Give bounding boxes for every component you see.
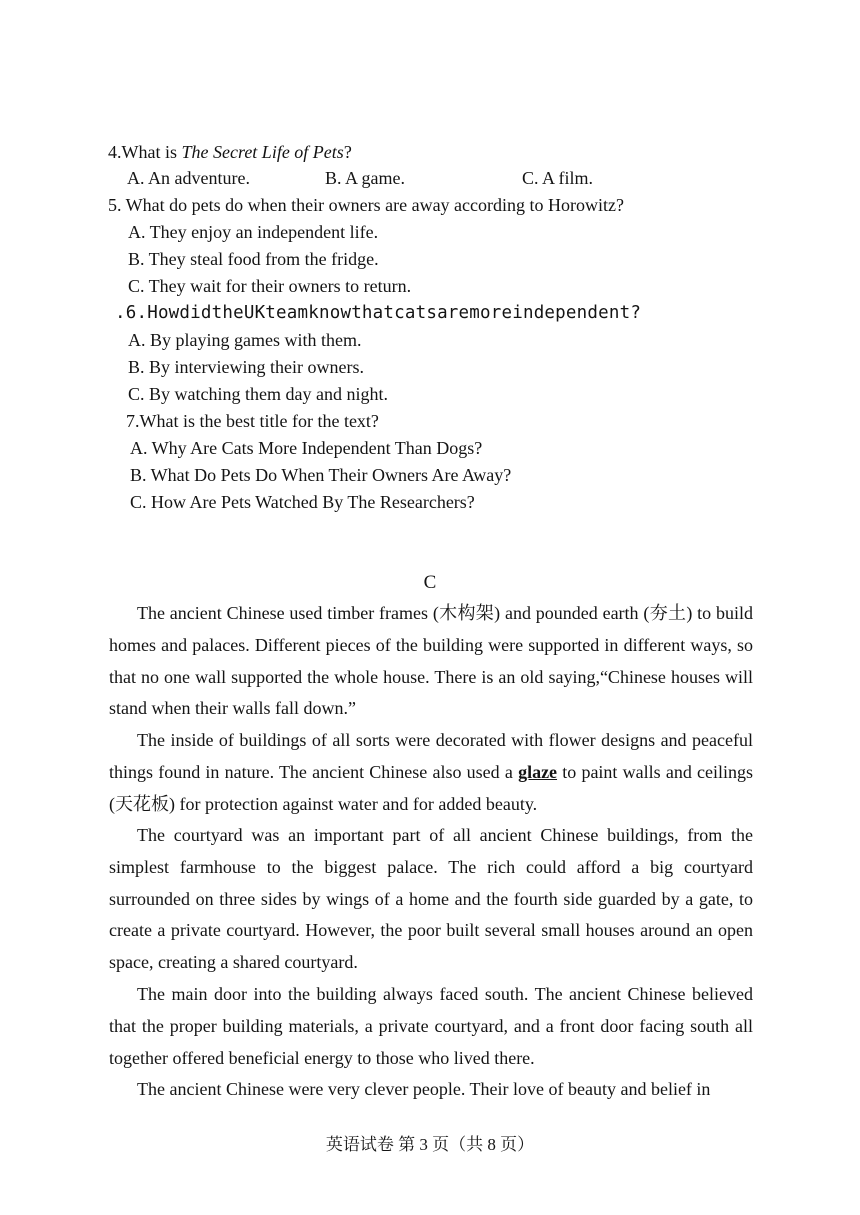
- paragraph-2: [109, 725, 753, 820]
- paragraph-2-text-b: to paint walls and ceilings (天花板) for protection against water and for added beauty.: [109, 761, 753, 814]
- question-7-option-b: B. What Do Pets Do When Their Owners Are Away?: [130, 465, 512, 485]
- paragraph-2-text-a: The inside of buildings of all sorts were decorated with flower designs and peaceful things found in nature. The ancient Chinese also used a: [109, 730, 753, 782]
- paragraph-1: The ancient Chinese used timber frames (木构架) and pounded earth (夯土) to build homes and palaces. Different pieces of the building were supported in different ways, so that no one wall supported the whole house. There is an old saying,“Chinese houses will stand when their walls fall down.”: [109, 603, 753, 719]
- question-4: [108, 140, 352, 164]
- question-5-option-a: A. They enjoy an independent life.: [128, 222, 379, 242]
- question-4-option-c: C. A film.: [522, 168, 594, 188]
- question-5: 5. What do pets do when their owners are away according to Horowitz?: [108, 195, 624, 215]
- question-4-option-b: B. A game.: [325, 168, 405, 188]
- question-6-option-c: C. By watching them day and night.: [128, 384, 388, 404]
- paragraph-5: The ancient Chinese were very clever people. Their love of beauty and belief in: [137, 1079, 711, 1099]
- glaze-word: glaze: [518, 761, 558, 782]
- page-footer: 英语试卷 第 3 页（共 8 页）: [325, 1135, 535, 1154]
- section-heading: C: [423, 572, 437, 593]
- question-5-option-b: B. They steal food from the fridge.: [128, 249, 379, 269]
- question-6-option-a: A. By playing games with them.: [128, 330, 362, 350]
- question-6-option-b: B. By interviewing their owners.: [128, 357, 364, 377]
- question-7: 7.What is the best title for the text?: [126, 411, 379, 431]
- paragraph-3: The courtyard was an important part of all ancient Chinese buildings, from the simplest farmhouse to the biggest palace. The rich could afford a big courtyard surrounded on three sides by wings of a home and the fourth side guarded by a gate, to create a private courtyard. However, the poor built several small houses around an open space, creating a shared courtyard.: [109, 825, 753, 973]
- question-4-option-a: A. An adventure.: [127, 168, 250, 188]
- question-4-title: The Secret Life of Pets: [181, 142, 344, 162]
- paragraph-4: The main door into the building always faced south. The ancient Chinese believed that the proper building materials, a private courtyard, and a front door facing south all together offered beneficial energy to those who lived there.: [109, 984, 753, 1068]
- question-4-number: 4.: [108, 142, 122, 162]
- question-7-option-a: A. Why Are Cats More Independent Than Dogs?: [130, 438, 483, 458]
- question-5-option-c: C. They wait for their owners to return.: [128, 276, 412, 296]
- question-4-suffix: ?: [343, 142, 352, 162]
- question-6: .6.HowdidtheUKteamknowthatcatsaremoreindependent?: [115, 303, 642, 323]
- question-4-prefix: What is: [121, 142, 182, 162]
- question-7-option-c: C. How Are Pets Watched By The Researchers?: [130, 492, 475, 512]
